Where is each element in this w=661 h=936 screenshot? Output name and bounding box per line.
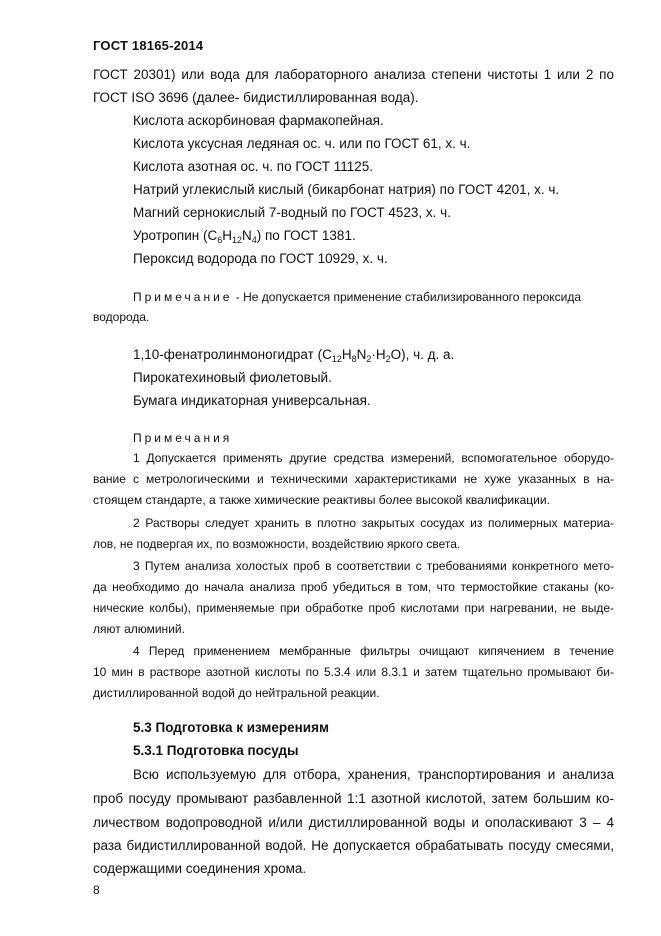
section-heading: 5.3 Подготовка к измерениям (133, 720, 329, 735)
body-line: личеством водопроводной и/или дистиллированной воды и ополаскивают 3 – 4 (93, 815, 614, 830)
note4-line: 4 Перед применением мембранные фильтры очищают кипячением в течение (133, 644, 614, 658)
note1-line: вание с метрологическими и техническими характеристиками не хуже указанных в на- (93, 472, 614, 486)
note4-line: дистиллированной водой до нейтральной реакции. (93, 686, 380, 700)
reagent-item: Пирокатехиновый фиолетовый. (133, 370, 332, 385)
note2-line: 2 Растворы следует хранить в плотно закрытых сосудах из полимерных материа- (133, 516, 614, 530)
intro-line-2: ГОСТ ISO 3696 (далее- бидистиллированная вода). (93, 90, 419, 105)
note1-line: стоящем стандарте, а также химические реактивы более высокой квалификации. (93, 493, 550, 507)
reagent-item: Бумага индикаторная универсальная. (133, 393, 371, 408)
reagent-item: Магний сернокислый 7-водный по ГОСТ 4523, х. ч. (133, 205, 451, 220)
reagent-item: Натрий углекислый кислый (бикарбонат натрия) по ГОСТ 4201, х. ч. (133, 182, 560, 197)
reagent-item: Кислота азотная ос. ч. по ГОСТ 11125. (133, 159, 374, 174)
phen-item: 1,10-фенатролинмоногидрат $(C_{12}H_8N_2\cdot H_2O)$, ч. д. а. (133, 347, 455, 364)
body-line: содержащими соединения хрома. (93, 861, 307, 876)
note-line-1: Примечание - Не допускается применение стабилизированного пероксида (133, 290, 582, 304)
note4-line: 10 мин в растворе азотной кислоты по 5.3.4 или 8.3.1 и затем тщательно промывают би- (93, 665, 614, 679)
note3-line: да необходимо до начала анализа проб убедиться в том, что термостойкие стаканы (ко- (93, 580, 614, 594)
note3-line: ляют алюминий. (93, 622, 185, 636)
document-header: ГОСТ 18165-2014 (93, 38, 204, 53)
reagent-item: Кислота уксусная ледяная ос. ч. или по ГОСТ 61, х. ч. (133, 136, 471, 151)
note3-line: 3 Путем анализа холостых проб в соответствии с требованиями конкретного мето- (133, 559, 614, 573)
note-label: Примечание (133, 290, 233, 304)
body-line: проб посуду промывают разбавленной 1:1 азотной кислотой, затем большим ко- (93, 791, 614, 806)
note3-line: нические колбы), применяемые при обработке проб кислотами при нагревании, не выде- (93, 601, 614, 615)
reagent-item: Кислота аскорбиновая фармакопейная. (133, 113, 384, 128)
urotropin-item: Уротропин $(C_6H_{12}N_4)$ по ГОСТ 1381. (133, 228, 356, 245)
reagent-item: Пероксид водорода по ГОСТ 10929, х. ч. (133, 251, 388, 266)
note1-line: 1 Допускается применять другие средства измерений, вспомогательное оборудо- (133, 451, 614, 465)
note2-line: лов, не подвергая их, по возможности, воздействию яркого света. (93, 537, 461, 551)
subsection-heading: 5.3.1 Подготовка посуды (133, 743, 299, 758)
intro-line-1: ГОСТ 20301) или вода для лабораторного анализа степени чистоты 1 или 2 по (93, 67, 614, 82)
body-line: раза бидистиллированной водой. Не допускается обрабатывать посуду смесями, (93, 838, 614, 853)
page-number: 8 (93, 883, 100, 897)
notes-heading: Примечания (133, 431, 233, 445)
body-line: Всю используемую для отбора, хранения, транспортирования и анализа (133, 767, 614, 782)
note-line-2: водорода. (93, 310, 150, 324)
